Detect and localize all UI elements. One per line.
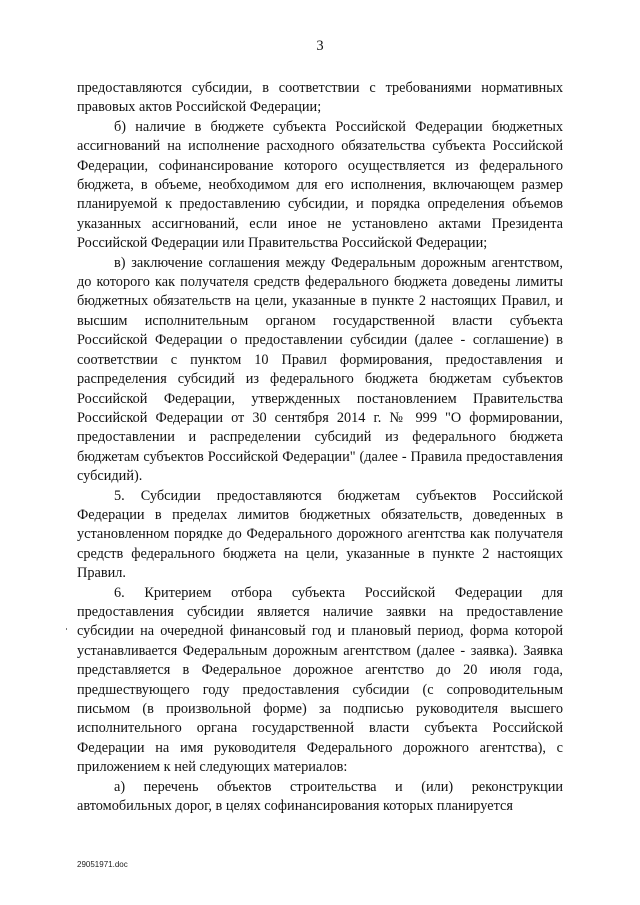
- paragraph-clause-6: 6. Критерием отбора субъекта Российской Федерации для предоставления субсидии является наличие заявки на предоставление субсидии на очередной финансовый год и плановый период, форма которой устанавливается Федеральным дорожным агентством (далее - заявка). Заявка представляется в Федеральное дорожное агентство до 20 июля года, предшествующего году предоставления субсидии (с сопроводительным письмом (в произвольной форме) за подписью руководителя высшего исполнительного органа государственной власти субъекта Российской Федерации на имя руководителя Федерального дорожного агентства), с приложением к ней следующих материалов:: [77, 584, 563, 776]
- margin-mark: [66, 628, 67, 630]
- paragraph-item-a: а) перечень объектов строительства и (или) реконструкции автомобильных дорог, в целях софинансирования которых планируется: [77, 778, 563, 815]
- paragraph-item-v: в) заключение соглашения между Федеральным дорожным агентством, до которого как получателя средств федерального бюджета доведены лимиты бюджетных обязательств на цели, указанные в пункте 2 настоящих Правил, и высшим исполнительным органом государственной власти субъекта Российской Федерации о предоставлении субсидии (далее - соглашение) в соответствии с пунктом 10 Правил формирования, предоставления и распределения субсидий из федерального бюджета бюджетам субъектов Российской Федерации, утвержденных постановлением Правительства Российской Федерации от 30 сентября 2014 г. № 999 "О формировании, предоставлении и распределении субсидий из федерального бюджета бюджетам субъектов Российской Федерации" (далее - Правила предоставления субсидий).: [77, 254, 563, 485]
- page-number: 3: [316, 38, 324, 54]
- document-file-code: 29051971.doc: [77, 860, 128, 869]
- paragraph-item-b: б) наличие в бюджете субъекта Российской Федерации бюджетных ассигнований на исполнение расходного обязательства субъекта Российской Федерации, софинансирование которого осуществляется из федерального бюджета, в объеме, необходимом для его исполнения, включающем размер планируемой к предоставлению субсидии, и порядка определения объемов указанных ассигнований, если иное не установлено актами Президента Российской Федерации или Правительства Российской Федерации;: [77, 118, 563, 252]
- document-body: [77, 79, 563, 816]
- paragraph-continuation: предоставляются субсидии, в соответствии с требованиями нормативных правовых актов Российской Федерации;: [77, 80, 563, 116]
- paragraph-clause-5: 5. Субсидии предоставляются бюджетам субъектов Российской Федерации в пределах лимитов бюджетных обязательств, доведенных в установленном порядке до Федерального дорожного агентства как получателя средств федерального бюджета на цели, указанные в пункте 2 настоящих Правил.: [77, 487, 563, 582]
